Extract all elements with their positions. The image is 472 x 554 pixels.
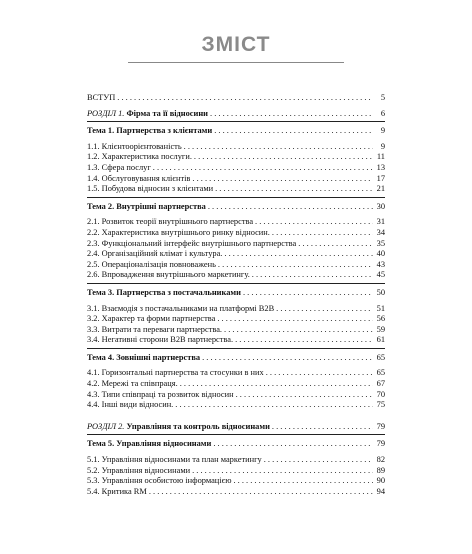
title-underline <box>128 62 344 63</box>
toc-topic-5[interactable]: Тема 5. Управління відносинами . . . 79 <box>87 439 385 450</box>
toc-page-number: 6 <box>380 108 385 118</box>
page-title: ЗМІСТ <box>201 33 271 56</box>
toc-entry[interactable]: 5.4. Критика RM . . . 94 <box>87 487 385 498</box>
toc-part-1[interactable] <box>87 109 385 120</box>
part-label: РОЗДІЛ 2. <box>87 421 125 431</box>
toc-entry[interactable]: 3.4. Негативні сторони B2B партнерства. . . . 61 <box>87 335 385 346</box>
section-divider <box>87 197 385 198</box>
toc-entry[interactable]: 5.3. Управління особистою інформацією . . . 90 <box>87 476 385 487</box>
toc-entry[interactable]: 1.1. Клієнтоорієнтованість . . . 9 <box>87 142 385 153</box>
toc-page-number: 79 <box>376 421 385 431</box>
toc-entry[interactable]: 3.2. Характер та форми партнерства . . . 56 <box>87 314 385 325</box>
toc-entry[interactable]: 2.4. Організаційний клімат і культура. . . . 40 <box>87 249 385 260</box>
toc-entry[interactable]: 1.4. Обслуговування клієнтів . . . 17 <box>87 174 385 185</box>
section-divider <box>87 121 385 122</box>
toc-entry[interactable]: 2.6. Впровадження внутрішнього маркетингу. . . . 45 <box>87 270 385 281</box>
toc-entry[interactable]: 2.2. Характеристика внутрішнього ринку відносин. . . . 34 <box>87 228 385 239</box>
part-title: Управління та контроль відносинами <box>126 421 270 431</box>
leader-dots <box>272 422 373 433</box>
section-divider <box>87 283 385 284</box>
toc-entry[interactable]: 5.2. Управління відносинами . . . 89 <box>87 466 385 477</box>
toc-entry[interactable]: 4.2. Мережі та співпраця. . . . 67 <box>87 379 385 390</box>
leader-dots <box>117 93 373 104</box>
toc-topic-3[interactable]: Тема 3. Партнерства з постачальниками . . . 50 <box>87 288 385 299</box>
leader-dots <box>210 109 373 120</box>
toc-entry[interactable]: 4.3. Типи співпраці та розвиток відносин . . . 70 <box>87 390 385 401</box>
toc-topic-1[interactable]: Тема 1. Партнерства з клієнтами . . . 9 <box>87 126 385 137</box>
toc-entry[interactable]: 1.3. Сфера послуг . . . 13 <box>87 163 385 174</box>
toc-entry[interactable]: 1.2. Характеристика послуги. . . . 11 <box>87 152 385 163</box>
toc-entry[interactable]: 4.4. Інші види відносин. . . . 75 <box>87 400 385 411</box>
table-of-contents <box>87 93 385 497</box>
toc-page-number: 5 <box>380 93 385 102</box>
toc-topic-4[interactable]: Тема 4. Зовнішні партнерства . . . 65 <box>87 353 385 364</box>
toc-entry[interactable]: 2.1. Розвиток теорії внутрішнього партнерства . . . 31 <box>87 217 385 228</box>
toc-entry[interactable]: 2.3. Функціональний інтерфейс внутрішнього партнерства . . . 35 <box>87 239 385 250</box>
toc-entry-text: ВСТУП <box>87 93 116 102</box>
toc-entry[interactable]: 4.1. Горизонтальні партнерства та стосунки в них . . . 65 <box>87 368 385 379</box>
section-divider <box>87 348 385 349</box>
toc-entry-intro[interactable] <box>87 93 385 104</box>
toc-entry[interactable]: 5.1. Управління відносинами та план маркетингу . . . 82 <box>87 455 385 466</box>
toc-entry[interactable]: 3.1. Взаємодія з постачальниками на платформі B2B . . . 51 <box>87 304 385 315</box>
section-divider <box>87 434 385 435</box>
part-title: Фірма та її відносини <box>126 108 208 118</box>
toc-entry[interactable]: 2.5. Операціоналізація повноважень . . . 43 <box>87 260 385 271</box>
toc-entry[interactable]: 1.5. Побудова відносин з клієнтами . . . 21 <box>87 184 385 195</box>
toc-entry[interactable]: 3.3. Витрати та переваги партнерства. . . . 59 <box>87 325 385 336</box>
toc-topic-2[interactable]: Тема 2. Внутрішні партнерства . . . 30 <box>87 202 385 213</box>
toc-part-2[interactable] <box>87 422 385 433</box>
part-label: РОЗДІЛ 1. <box>87 108 125 118</box>
